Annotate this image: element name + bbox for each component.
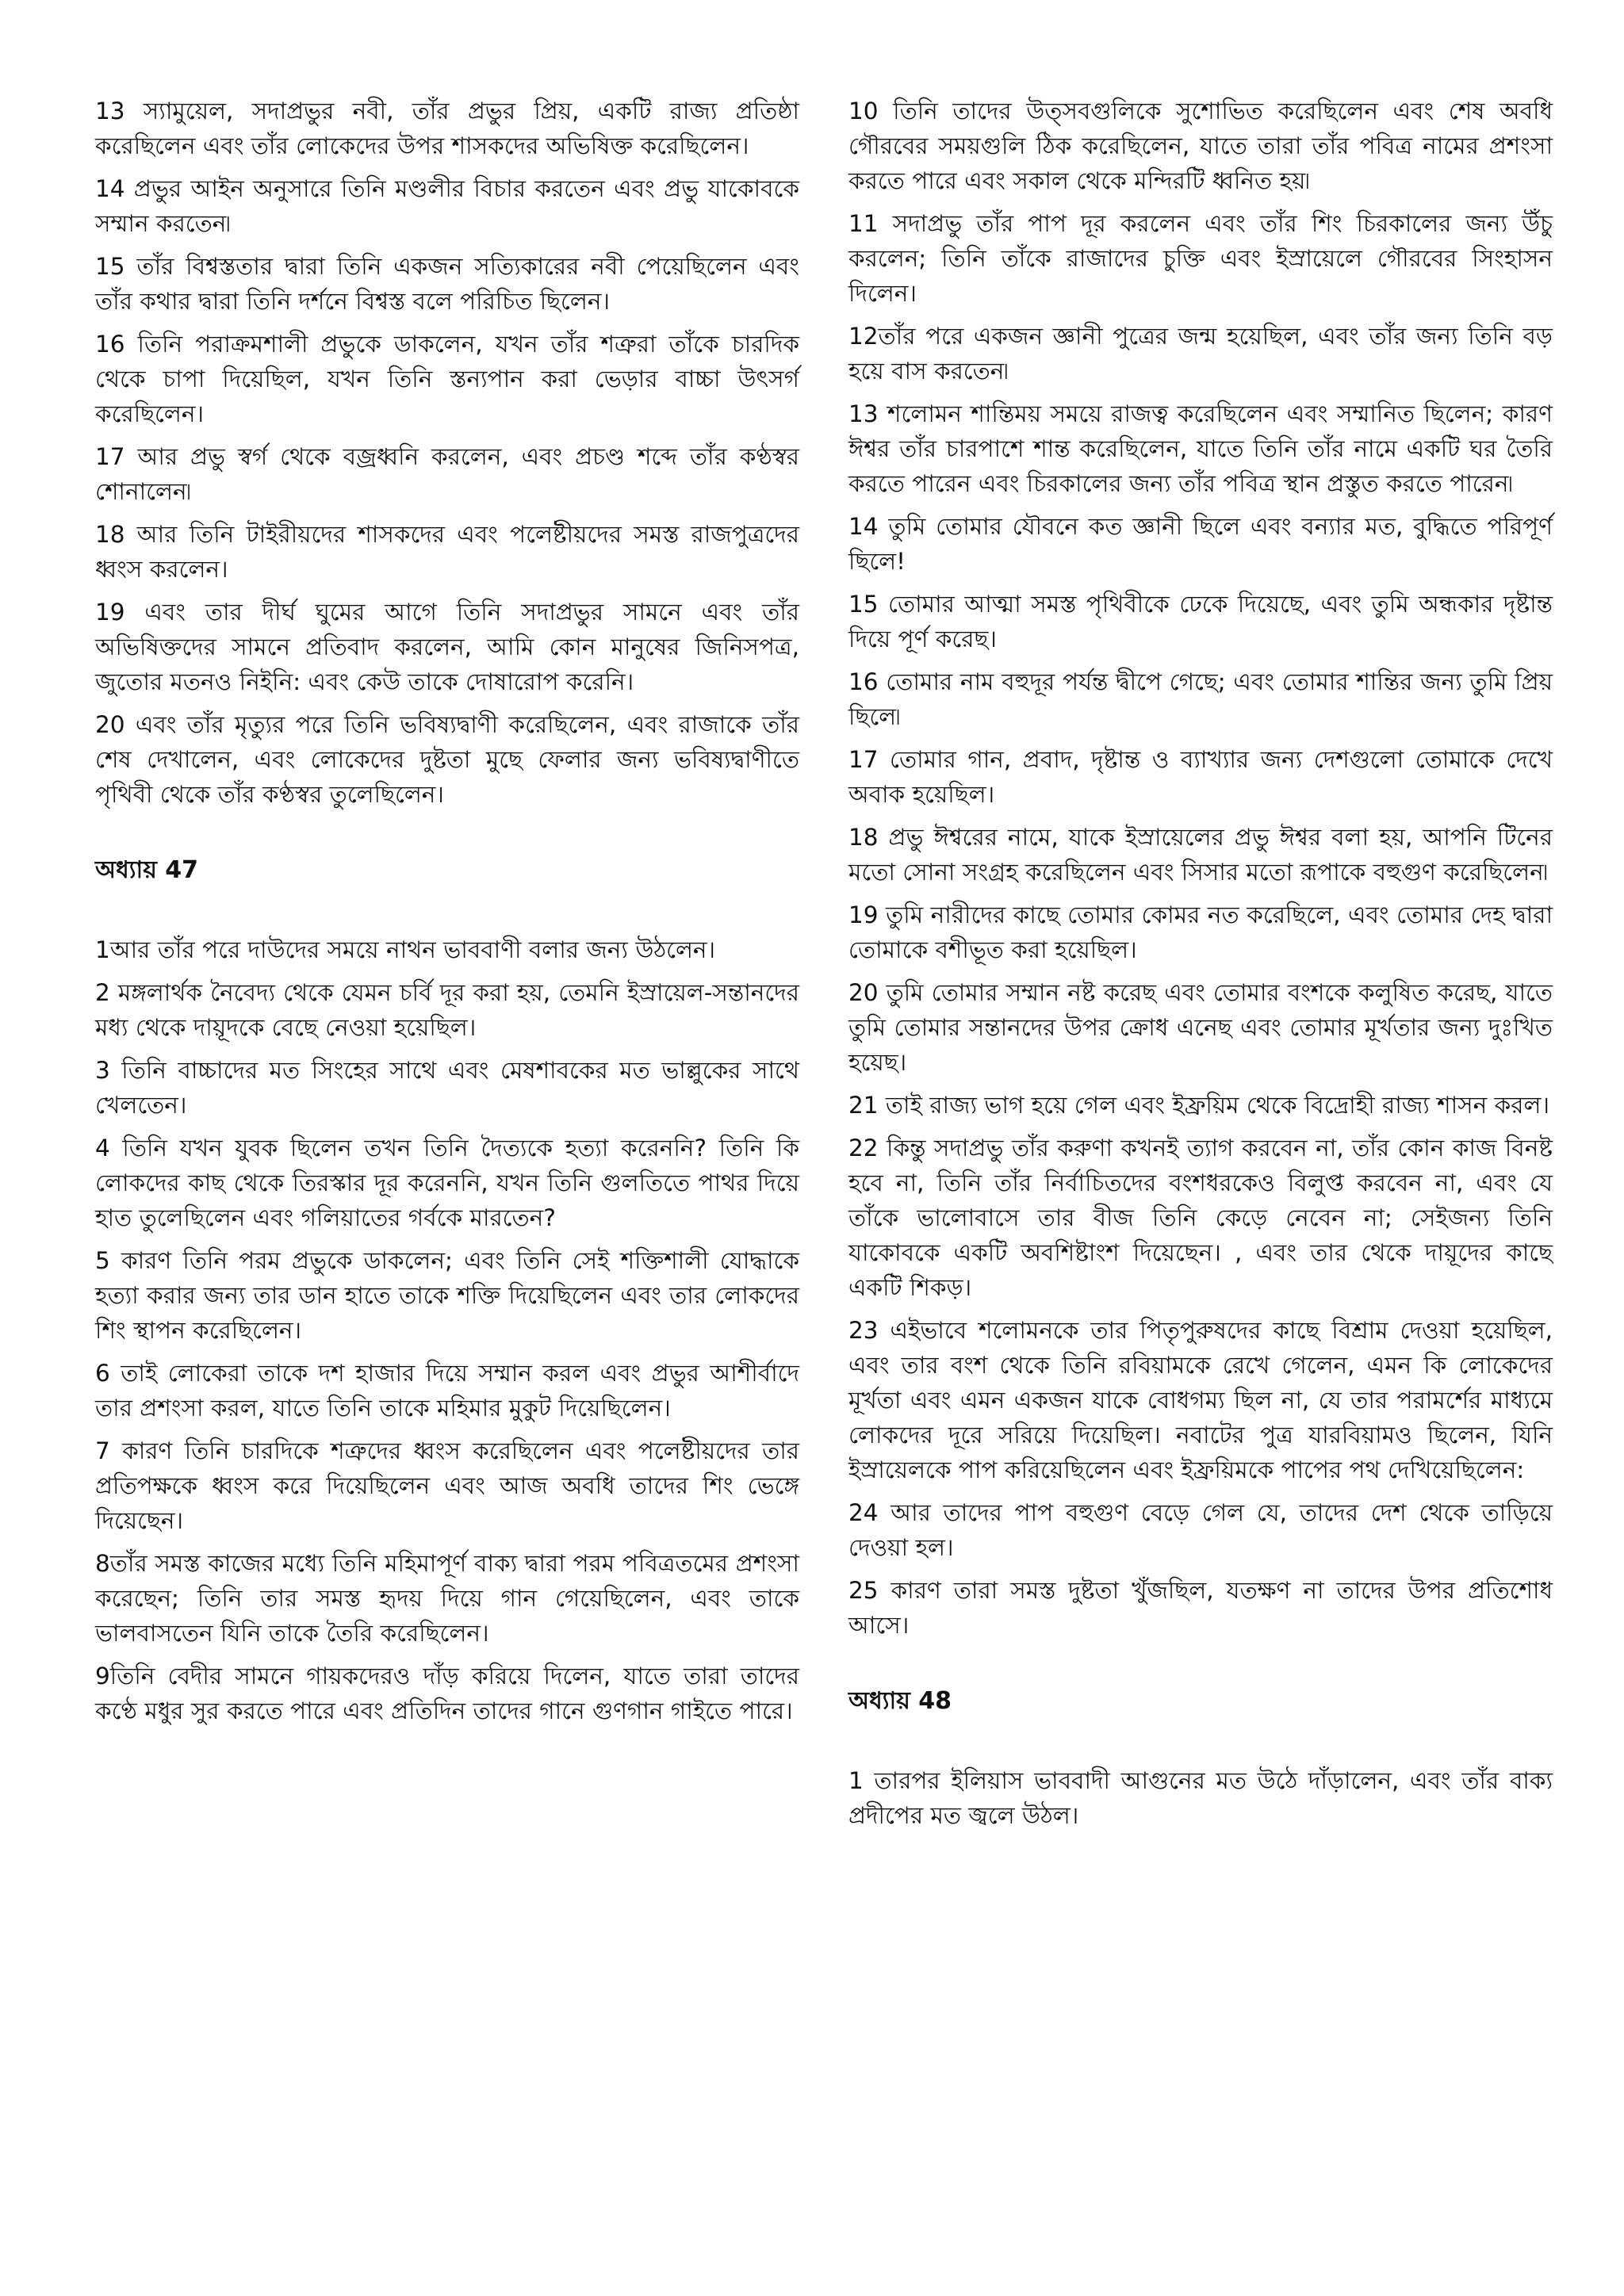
- verse: 17 তোমার গান, প্রবাদ, দৃষ্টান্ত ও ব্যাখ্যার জন্য দেশগুলো তোমাকে দেখে অবাক হয়েছিল।: [848, 746, 1553, 808]
- verse: 16 তিনি পরাক্রমশালী প্রভুকে ডাকলেন, যখন তাঁর শত্রুরা তাঁকে চারদিক থেকে চাপা দিয়েছিল, যখন তিনি স্তন্যপান করা ভেড়ার বাচ্চা উৎসর্গ করেছিলেন।: [95, 331, 799, 427]
- verse: 11 সদাপ্রভু তাঁর পাপ দূর করলেন এবং তাঁর শিং চিরকালের জন্য উঁচু করলেন; তিনি তাঁকে রাজাদের চুক্তি এবং ইস্রায়েলে গৌরবের সিংহাসন দিলেন।: [848, 210, 1553, 307]
- verse: 5 কারণ তিনি পরম প্রভুকে ডাকলেন; এবং তিনি সেই শক্তিশালী যোদ্ধাকে হত্যা করার জন্য তার ডান হাতে তাকে শক্তি দিয়েছিলেন এবং তার লোকদের শিং স্থাপন করেছিলেন।: [95, 1247, 799, 1344]
- verse: 7 কারণ তিনি চারদিকে শত্রুদের ধ্বংস করেছিলেন এবং পলেষ্টীয়দের তার প্রতিপক্ষকে ধ্বংস করে দিয়েছিলেন এবং আজ অবধি তাদের শিং ভেঙ্গে দিয়েছেন।: [95, 1437, 799, 1534]
- verse: 2 মঙ্গলার্থক নৈবেদ্য থেকে যেমন চর্বি দূর করা হয়, তেমনি ইস্রায়েল-সন্তানদের মধ্য থেকে দায়ূদকে বেছে নেওয়া হয়েছিল।: [95, 979, 799, 1041]
- verse: 16 তোমার নাম বহুদূর পর্যন্ত দ্বীপে গেছে; এবং তোমার শান্তির জন্য তুমি প্রিয় ছিলে৷: [848, 668, 1553, 730]
- verse: 21 তাই রাজ্য ভাগ হয়ে গেল এবং ইফ্রয়িম থেকে বিদ্রোহী রাজ্য শাসন করল।: [848, 1092, 1550, 1119]
- verse: 22 কিন্তু সদাপ্রভু তাঁর করুণা কখনই ত্যাগ করবেন না, তাঁর কোন কাজ বিনষ্ট হবে না, তিনি তাঁর নির্বাচিতদের বংশধরকেও বিলুপ্ত করবেন না, এবং যে তাঁকে ভালোবাসে তার বীজ তিনি কেড়ে নেবেন না; সেইজন্য তিনি যাকোবকে একটি অবশিষ্টাংশ দিয়েছেন। , এবং তার থেকে দায়ূদের কাছে একটি শিকড়।: [848, 1135, 1553, 1301]
- verse: 8তাঁর সমস্ত কাজের মধ্যে তিনি মহিমাপূর্ণ বাক্য দ্বারা পরম পবিত্রতমের প্রশংসা করেছেন; তিনি তার সমস্ত হৃদয় দিয়ে গান গেয়েছিলেন, এবং তাকে ভালবাসতেন যিনি তাকে তৈরি করেছিলেন।: [95, 1550, 799, 1647]
- verse: 4 তিনি যখন যুবক ছিলেন তখন তিনি দৈত্যকে হত্যা করেননি? তিনি কি লোকদের কাছ থেকে তিরস্কার দূর করেননি, যখন তিনি গুলতিতে পাথর দিয়ে হাত তুলেছিলেন এবং গলিয়াতের গর্বকে মারতেন?: [95, 1135, 799, 1231]
- verse: 20 তুমি তোমার সম্মান নষ্ট করেছ এবং তোমার বংশকে কলুষিত করেছ, যাতে তুমি তোমার সন্তানদের উপর ক্রোধ এনেছ এবং তোমার মূর্খতার জন্য দুঃখিত হয়েছ।: [848, 979, 1553, 1076]
- right-column: [848, 94, 1553, 1841]
- verse: 13 শলোমন শান্তিময় সময়ে রাজত্ব করেছিলেন এবং সম্মানিত ছিলেন; কারণ ঈশ্বর তাঁর চারপাশে শান্ত করেছিলেন, যাতে তিনি তাঁর নামে একটি ঘর তৈরি করতে পারেন এবং চিরকালের জন্য তাঁর পবিত্র স্থান প্রস্তুত করতে পারেন৷: [848, 400, 1553, 497]
- verse: 15 তোমার আত্মা সমস্ত পৃথিবীকে ঢেকে দিয়েছে, এবং তুমি অন্ধকার দৃষ্টান্ত দিয়ে পূর্ণ করেছ।: [848, 591, 1553, 652]
- verse: 1 তারপর ইলিয়াস ভাববাদী আগুনের মত উঠে দাঁড়ালেন, এবং তাঁর বাক্য প্রদীপের মত জ্বলে উঠল।: [848, 1767, 1553, 1829]
- verse: 9তিনি বেদীর সামনে গায়কদেরও দাঁড় করিয়ে দিলেন, যাতে তারা তাদের কণ্ঠে মধুর সুর করতে পারে এবং প্রতিদিন তাদের গানে গুণগান গাইতে পারে।: [95, 1663, 799, 1724]
- verse: 17 আর প্রভু স্বর্গ থেকে বজ্রধ্বনি করলেন, এবং প্রচণ্ড শব্দে তাঁর কণ্ঠস্বর শোনালেন৷: [95, 443, 799, 505]
- verse: 19 তুমি নারীদের কাছে তোমার কোমর নত করেছিলে, এবং তোমার দেহ দ্বারা তোমাকে বশীভূত করা হয়েছিল।: [848, 901, 1553, 963]
- verse: 12তাঁর পরে একজন জ্ঞানী পুত্রের জন্ম হয়েছিল, এবং তাঁর জন্য তিনি বড় হয়ে বাস করতেন৷: [848, 323, 1553, 385]
- verse: 18 আর তিনি টাইরীয়দের শাসকদের এবং পলেষ্টীয়দের সমস্ত রাজপুত্রদের ধ্বংস করলেন।: [95, 521, 799, 583]
- verse: 18 প্রভু ঈশ্বরের নামে, যাকে ইস্রায়েলের প্রভু ঈশ্বর বলা হয়, আপনি টিনের মতো সোনা সংগ্রহ করেছিলেন এবং সিসার মতো রূপাকে বহুগুণ করেছিলেন৷: [848, 824, 1553, 886]
- verse: 23 এইভাবে শলোমনকে তার পিতৃপুরুষদের কাছে বিশ্রাম দেওয়া হয়েছিল, এবং তার বংশ থেকে তিনি রবিয়ামকে রেখে গেলেন, এমন কি লোকেদের মূর্খতা এবং এমন একজন যাকে বোধগম্য ছিল না, যে তার পরামর্শের মাধ্যমে লোকদের দূরে সরিয়ে দিয়েছিল। নবাটের পুত্র যারবিয়ামও ছিলেন, যিনি ইস্রায়েলকে পাপ করিয়েছিলেন এবং ইফ্রয়িমকে পাপের পথ দেখিয়েছিলেন:: [848, 1317, 1553, 1483]
- verse: 14 তুমি তোমার যৌবনে কত জ্ঞানী ছিলে এবং বন্যার মত, বুদ্ধিতে পরিপূর্ণ ছিলে!: [848, 513, 1553, 575]
- verse: 14 প্রভুর আইন অনুসারে তিনি মণ্ডলীর বিচার করতেন এবং প্রভু যাকোবকে সম্মান করতেন৷: [95, 175, 799, 237]
- verse: 6 তাই লোকেরা তাকে দশ হাজার দিয়ে সম্মান করল এবং প্রভুর আশীর্বাদে তার প্রশংসা করল, যাতে তিনি তাকে মহিমার মুকুট দিয়েছিলেন।: [95, 1360, 799, 1422]
- verse: 1আর তাঁর পরে দাউদের সময়ে নাথন ভাববাণী বলার জন্য উঠলেন।: [95, 936, 716, 963]
- verse: 19 এবং তার দীর্ঘ ঘুমের আগে তিনি সদাপ্রভুর সামনে এবং তাঁর অভিষিক্তদের সামনে প্রতিবাদ করলেন, আমি কোন মানুষের জিনিসপত্র, জুতোর মতনও নিইনি: এবং কেউ তাকে দোষারোপ করেনি।: [95, 599, 799, 695]
- verse: 13 স্যামুয়েল, সদাপ্রভুর নবী, তাঁর প্রভুর প্রিয়, একটি রাজ্য প্রতিষ্ঠা করেছিলেন এবং তাঁর লোকেদের উপর শাসকদের অভিষিক্ত করেছিলেন।: [95, 98, 799, 159]
- left-column: [95, 94, 799, 1736]
- verse: 3 তিনি বাচ্চাদের মত সিংহের সাথে এবং মেষশাবকের মত ভাল্লুকের সাথে খেলতেন।: [95, 1057, 799, 1119]
- verse: 25 কারণ তারা সমস্ত দুষ্টতা খুঁজছিল, যতক্ষণ না তাদের উপর প্রতিশোধ আসে।: [848, 1577, 1553, 1639]
- chapter-heading: অধ্যায় 48: [848, 1687, 952, 1715]
- verse: 10 তিনি তাদের উত্সবগুলিকে সুশোভিত করেছিলেন এবং শেষ অবধি গৌরবের সময়গুলি ঠিক করেছিলেন, যাতে তারা তাঁর পবিত্র নামের প্রশংসা করতে পারে এবং সকাল থেকে মন্দিরটি ধ্বনিত হয়৷: [848, 98, 1553, 194]
- chapter-heading: অধ্যায় 47: [95, 856, 199, 884]
- verse: 15 তাঁর বিশ্বস্ততার দ্বারা তিনি একজন সত্যিকারের নবী পেয়েছিলেন এবং তাঁর কথার দ্বারা তিনি দর্শনে বিশ্বস্ত বলে পরিচিত ছিলেন।: [95, 253, 799, 315]
- verse: 24 আর তাদের পাপ বহুগুণ বেড়ে গেল যে, তাদের দেশ থেকে তাড়িয়ে দেওয়া হল।: [848, 1499, 1553, 1561]
- verse: 20 এবং তাঁর মৃত্যুর পরে তিনি ভবিষ্যদ্বাণী করেছিলেন, এবং রাজাকে তাঁর শেষ দেখালেন, এবং লোকেদের দুষ্টতা মুছে ফেলার জন্য ভবিষ্যদ্বাণীতে পৃথিবী থেকে তাঁর কণ্ঠস্বর তুলেছিলেন।: [95, 711, 799, 808]
